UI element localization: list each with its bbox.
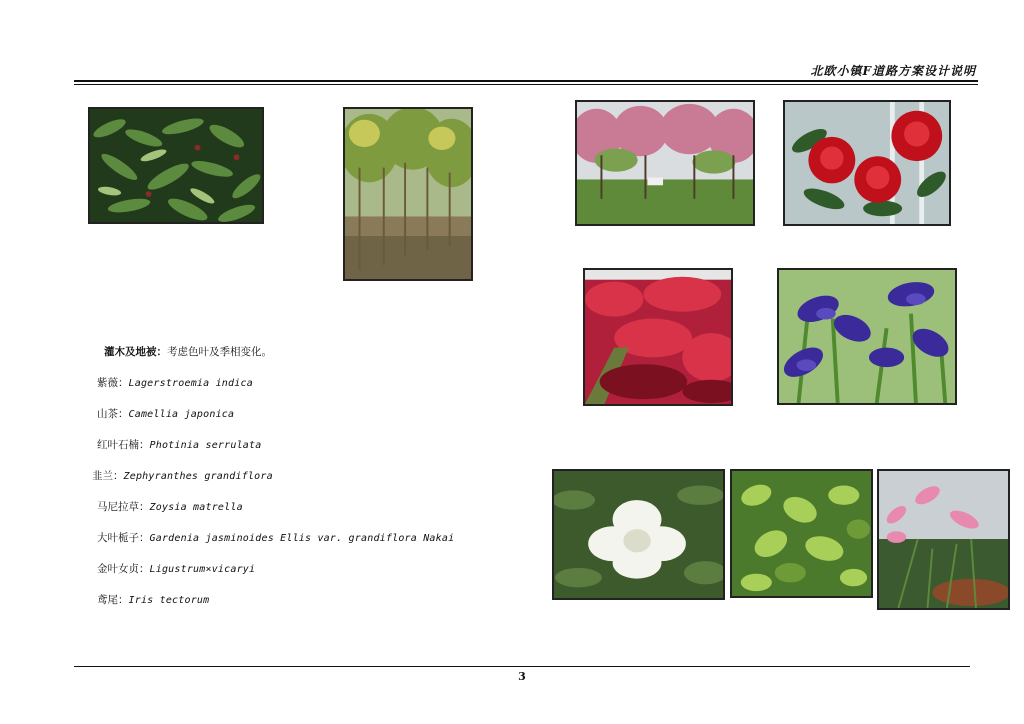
- plant-item-camellia: [97, 406, 234, 421]
- plant-chinese-name: 山茶：: [97, 408, 129, 420]
- plant-latin-name: Zoysia matrella: [149, 502, 243, 513]
- section-heading-label: 灌木及地被：: [104, 346, 167, 358]
- section-heading: [104, 344, 272, 359]
- blue-iris-photo: [777, 268, 957, 405]
- section-heading-note: 考虑色叶及季相变化。: [167, 346, 272, 358]
- red-camellia-photo: [783, 100, 951, 226]
- plant-latin-name: Ligustrum×vicaryi: [149, 564, 256, 575]
- plant-item-zoysia: [97, 499, 243, 514]
- plant-latin-name: Lagerstroemia indica: [128, 378, 253, 389]
- pink-rain-lily-photo: [877, 469, 1010, 610]
- plant-item-ligustrum: [97, 561, 255, 576]
- plant-chinese-name: 红叶石楠：: [97, 439, 150, 451]
- plant-chinese-name: 紫薇：: [97, 377, 129, 389]
- plant-chinese-name: 金叶女贞：: [97, 563, 150, 575]
- plant-chinese-name: 大叶栀子：: [97, 532, 150, 544]
- plant-latin-name: Iris tectorum: [128, 595, 210, 606]
- green-privet-photo: [730, 469, 873, 598]
- plant-latin-name: Gardenia jasminoides Ellis var. grandiflora Nakai: [149, 533, 455, 544]
- page-number: 3: [518, 670, 526, 683]
- footer-rule: [74, 666, 970, 667]
- shrub-leaves-photo: [88, 107, 264, 224]
- plant-chinese-name: 鸢尾：: [97, 594, 129, 606]
- red-photinia-photo: [583, 268, 733, 406]
- document-header-title: 北欧小镇F道路方案设计说明: [810, 64, 976, 78]
- plant-item-zephyranthes: [92, 468, 273, 483]
- plant-item-gardenia: [97, 530, 454, 545]
- plant-latin-name: Camellia japonica: [128, 409, 235, 420]
- header-rule-thick: [74, 80, 978, 82]
- white-gardenia-photo: [552, 469, 725, 600]
- crape-myrtle-photo: [575, 100, 755, 226]
- header-rule-thin: [74, 84, 978, 85]
- plant-chinese-name: 马尼拉草：: [97, 501, 150, 513]
- young-trees-photo: [343, 107, 473, 281]
- plant-chinese-name: 韭兰：: [92, 470, 124, 482]
- plant-latin-name: Photinia serrulata: [149, 440, 262, 451]
- plant-item-photinia: [97, 437, 261, 452]
- plant-item-iris: [97, 592, 209, 607]
- plant-latin-name: Zephyranthes grandiflora: [123, 471, 273, 482]
- plant-item-lagerstroemia: [97, 375, 253, 390]
